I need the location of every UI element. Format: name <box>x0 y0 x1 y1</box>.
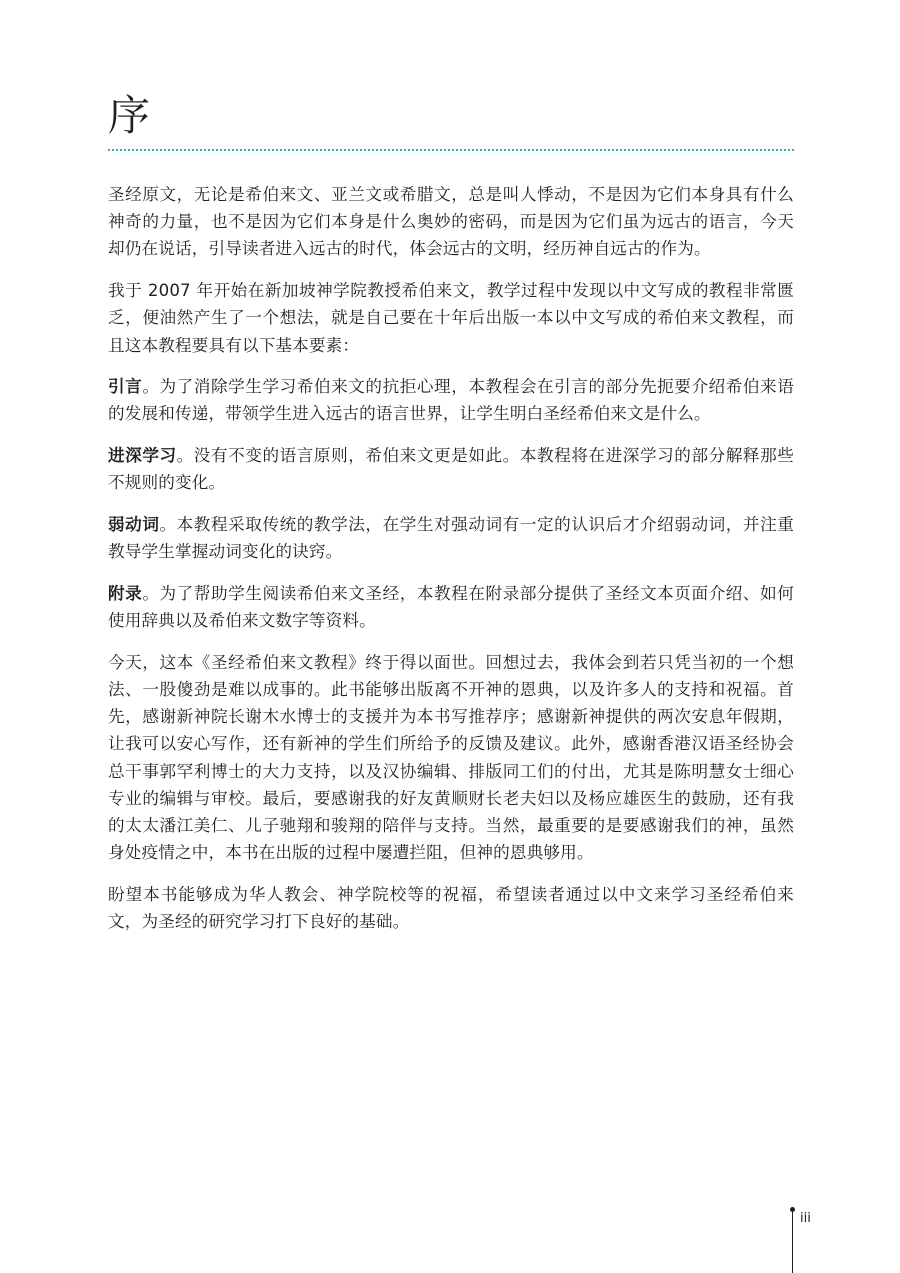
paragraph-text: 圣经原文，无论是希伯来文、亚兰文或希腊文，总是叫人悸动，不是因为它们本身具有什么神奇的力量，也不是因为它们本身是什么奥妙的密码，而是因为它们虽为远古的语言，今天却仍在说话，引导读者进入远古的时代，体会远古的文明，经历神自远古的作为。 <box>108 185 794 259</box>
paragraph-lead: 进深学习 <box>108 446 177 466</box>
footer-vertical-rule <box>792 1210 793 1273</box>
paragraph-feature-advanced <box>108 442 794 496</box>
paragraph-acknowledgements <box>108 649 794 867</box>
paragraph-lead: 弱动词 <box>108 515 160 535</box>
paragraph-text: 。为了消除学生学习希伯来文的抗拒心理，本教程会在引言的部分先扼要介绍希伯来语的发展和传递，带领学生进入远古的语言世界，让学生明白圣经希伯来文是什么。 <box>108 377 794 424</box>
paragraph-text: 我于 2007 年开始在新加坡神学院教授希伯来文，教学过程中发现以中文写成的教程非常匮乏，便油然产生了一个想法，就是自己要在十年后出版一本以中文写成的希伯来文教程，而且这本教程要具有以下基本要素： <box>108 281 794 355</box>
paragraph-feature-appendix <box>108 580 794 634</box>
paragraph-lead: 附录 <box>108 583 143 603</box>
preface-body <box>108 181 794 950</box>
paragraph-closing <box>108 881 794 935</box>
title-divider <box>108 149 794 151</box>
paragraph-text: 。没有不变的语言原则，希伯来文更是如此。本教程将在进深学习的部分解释那些不规则的变化。 <box>108 446 794 493</box>
paragraph-background <box>108 277 794 359</box>
page-title: 序 <box>108 91 151 140</box>
page-number: iii <box>800 1211 811 1226</box>
paragraph-lead: 引言 <box>108 377 143 397</box>
paragraph-text: 今天，这本《圣经希伯来文教程》终于得以面世。回想过去，我体会到若只凭当初的一个想法、一股傻劲是难以成事的。此书能够出版离不开神的恩典，以及许多人的支持和祝福。首先，感谢新神院长谢木水博士的支援并为本书写推荐序；感谢新神提供的两次安息年假期，让我可以安心写作，还有新神的学生们所给予的反馈及建议。此外，感谢香港汉语圣经协会总干事郭罕利博士的大力支持，以及汉协编辑、排版同工们的付出，尤其是陈明慧女士细心专业的编辑与审校。最后，要感谢我的好友黄顺财长老夫妇以及杨应雄医生的鼓励，还有我的太太潘江美仁、儿子驰翔和骏翔的陪伴与支持。当然，最重要的是要感谢我们的神，虽然身处疫情之中，本书在出版的过程中屡遭拦阻，但神的恩典够用。 <box>108 652 794 863</box>
paragraph-intro <box>108 181 794 263</box>
paragraph-text: 。本教程采取传统的教学法，在学生对强动词有一定的认识后才介绍弱动词，并注重教导学生掌握动词变化的诀窍。 <box>108 515 794 562</box>
paragraph-text: 盼望本书能够成为华人教会、神学院校等的祝福，希望读者通过以中文来学习圣经希伯来文，为圣经的研究学习打下良好的基础。 <box>108 884 794 932</box>
paragraph-feature-introduction <box>108 373 794 427</box>
paragraph-text: 。为了帮助学生阅读希伯来文圣经，本教程在附录部分提供了圣经文本页面介绍、如何使用辞典以及希伯来文数字等资料。 <box>108 583 794 631</box>
paragraph-feature-weak-verbs <box>108 511 794 565</box>
